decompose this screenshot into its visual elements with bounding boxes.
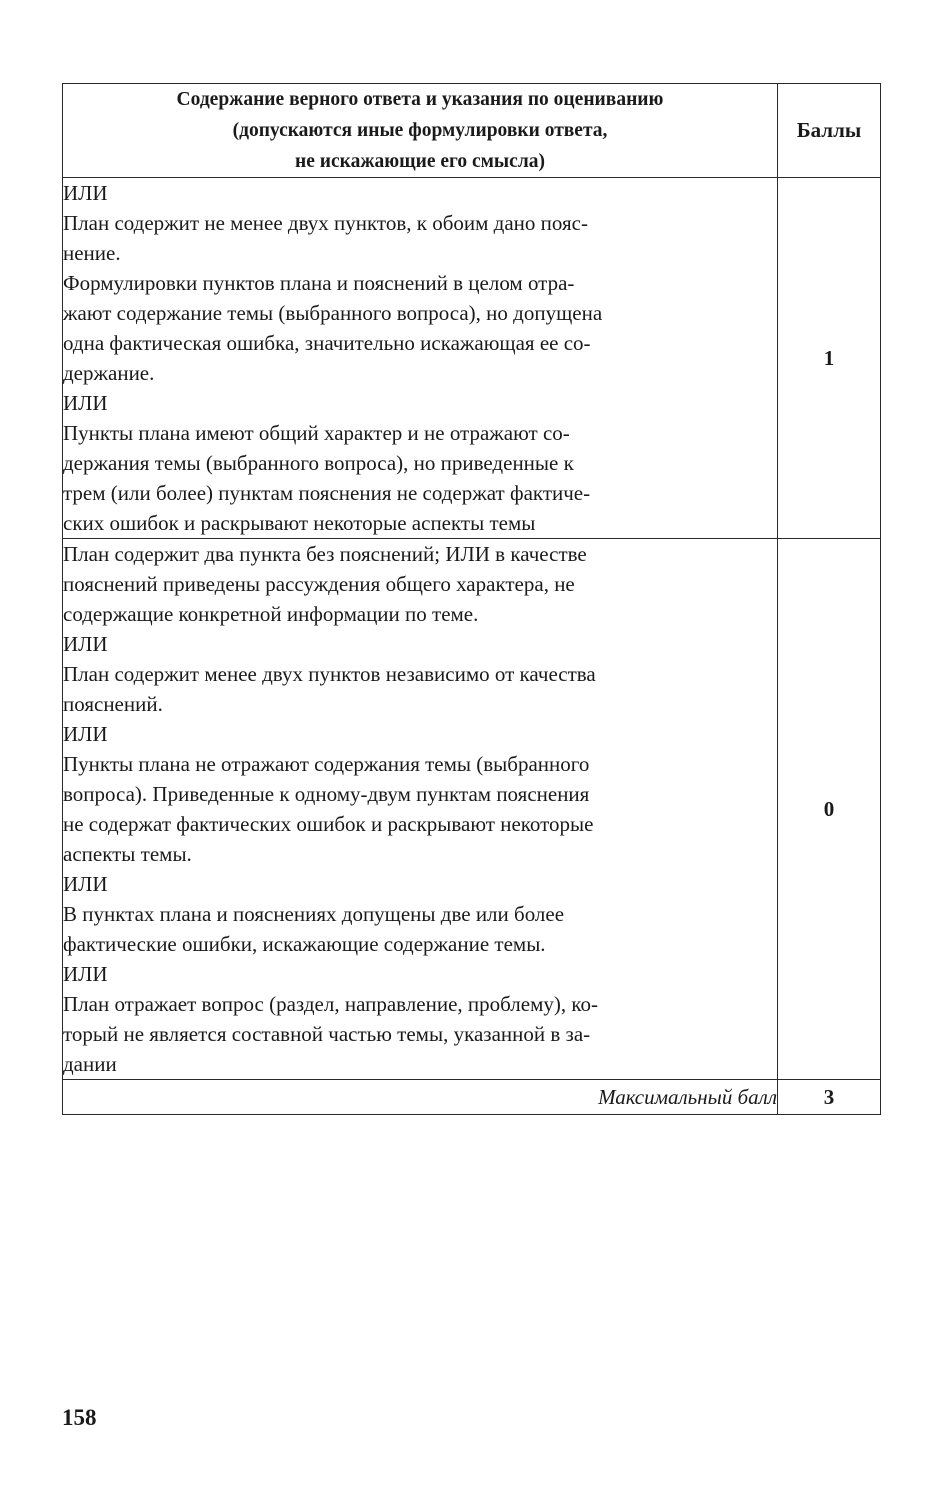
criteria-line: ИЛИ [63, 962, 108, 986]
criteria-line: ИЛИ [63, 181, 108, 205]
score-value: 1 [778, 178, 881, 539]
criteria-line: План содержит два пункта без пояснений; ИЛИ в качестве [63, 542, 587, 566]
criteria-line: держания темы (выбранного вопроса), но приведенные к [63, 451, 574, 475]
criteria-line: Формулировки пунктов плана и пояснений в целом отра- [63, 271, 575, 295]
criteria-line: не содержат фактических ошибок и раскрывают некоторые [63, 812, 594, 836]
header-line: не искажающие его смысла) [294, 151, 545, 172]
criteria-line: трем (или более) пунктам пояснения не содержат фактиче- [63, 481, 591, 505]
criteria-line: аспекты темы. [63, 842, 192, 866]
criteria-line: пояснений. [63, 692, 163, 716]
max-score-label: Максимальный балл [63, 1080, 778, 1115]
criteria-line: План содержит не менее двух пунктов, к обоим дано пояс- [63, 211, 588, 235]
criteria-line: ИЛИ [63, 722, 108, 746]
criteria-text-cell [63, 178, 778, 539]
criteria-line: ских ошибок и раскрывают некоторые аспекты темы [63, 511, 536, 535]
score-value: 0 [778, 539, 881, 1080]
header-line: (допускаются иные формулировки ответа, [232, 120, 608, 141]
score-column-header: Баллы [778, 84, 881, 178]
criteria-line: жают содержание темы (выбранного вопроса), но допущена [63, 301, 603, 325]
criteria-line: содержащие конкретной информации по теме. [63, 602, 479, 626]
criteria-line: нение. [63, 241, 121, 265]
criteria-line: В пунктах плана и пояснениях допущены две или более [63, 902, 565, 926]
max-score-value: 3 [778, 1080, 881, 1115]
grading-criteria-table [62, 83, 881, 1115]
table-header-row [63, 84, 881, 178]
criteria-row-score-1 [63, 178, 881, 539]
max-score-row [63, 1080, 881, 1115]
criteria-line: одна фактическая ошибка, значительно искажающая ее со- [63, 331, 591, 355]
criteria-line: дании [63, 1052, 117, 1076]
criteria-line: ИЛИ [63, 391, 108, 415]
criteria-line: пояснений приведены рассуждения общего характера, не [63, 572, 575, 596]
criteria-line: торый не является составной частью темы, указанной в за- [63, 1022, 591, 1046]
criteria-line: Пункты плана имеют общий характер и не отражают со- [63, 421, 570, 445]
criteria-line: План отражает вопрос (раздел, направление, проблему), ко- [63, 992, 599, 1016]
criteria-line: План содержит менее двух пунктов независимо от качества [63, 662, 596, 686]
criteria-line: Пункты плана не отражают содержания темы (выбранного [63, 752, 590, 776]
criteria-line: фактические ошибки, искажающие содержание темы. [63, 932, 546, 956]
page-number: 158 [62, 1405, 97, 1430]
criteria-row-score-0 [63, 539, 881, 1080]
criteria-line: вопроса). Приведенные к одному-двум пунктам пояснения [63, 782, 590, 806]
header-line: Содержание верного ответа и указания по оцениванию [176, 89, 664, 110]
criteria-line: ИЛИ [63, 632, 108, 656]
criteria-text-cell [63, 539, 778, 1080]
content-column-header [63, 84, 778, 178]
criteria-line: держание. [63, 361, 155, 385]
criteria-line: ИЛИ [63, 872, 108, 896]
